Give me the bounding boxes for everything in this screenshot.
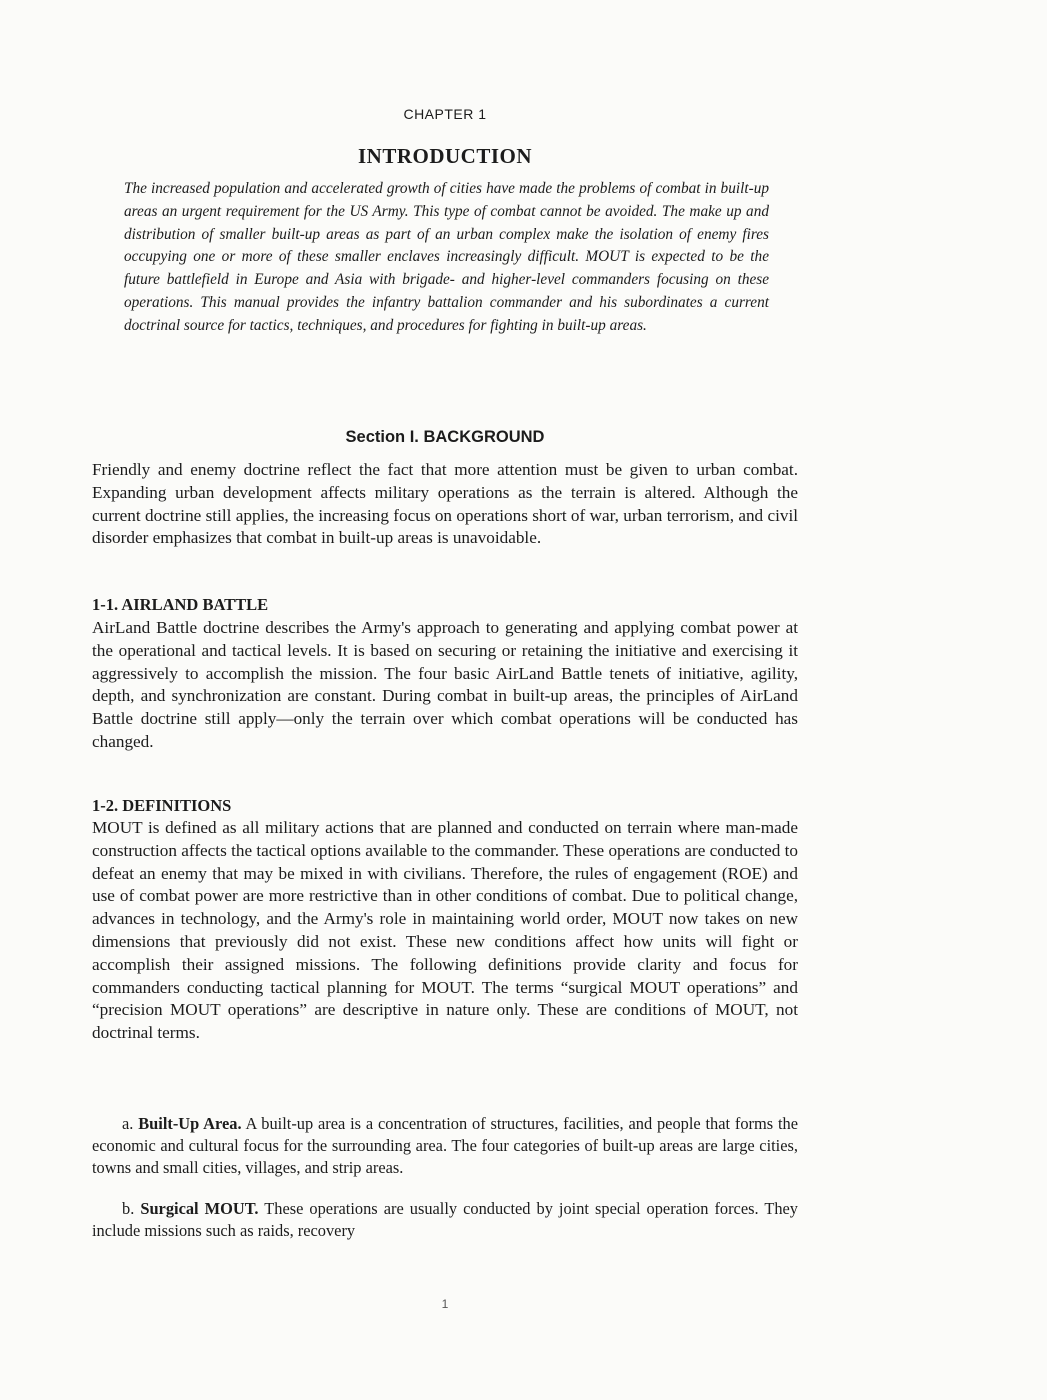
chapter-label: CHAPTER 1 <box>403 106 487 122</box>
item-letter: b. <box>122 1199 135 1218</box>
page-number: 1 <box>441 1297 449 1311</box>
airland-battle-heading: 1-1. AIRLAND BATTLE <box>92 595 269 614</box>
item-term: Built-Up Area. <box>138 1114 242 1133</box>
airland-battle-paragraph: AirLand Battle doctrine describes the Army's approach to generating and applying combat power at the operational and tactical levels. It is based on securing or retaining the initiative and exercising it aggressively to accomplish the mission. The four basic AirLand Battle tenets of initiative, agility, depth, and synchronization are constant. During combat in built-up areas, the principles of AirLand Battle doctrine still apply—only the terrain over which combat operations will be conducted has changed. <box>92 618 798 751</box>
definitions-heading: 1-2. DEFINITIONS <box>92 796 232 815</box>
item-term: Surgical MOUT. <box>140 1199 259 1218</box>
definitions-paragraph: MOUT is defined as all military actions that are planned and conducted on terrain where man-made construction affects the tactical options available to the commander. These operations are conducted to defeat an enemy that may be mixed in with civilians. Therefore, the rules of engagement (ROE) and use of combat power are more restrictive than in other conditions of combat. Due to political change, advances in technology, and the Army's role in maintaining world order, MOUT now takes on new dimensions that previously did not exist. These new conditions affect how units will fight or accomplish their assigned missions. The following definitions provide clarity and focus for commanders conducting tactical planning for MOUT. The terms “surgical MOUT operations” and “precision MOUT operations” are descriptive in nature only. These are conditions of MOUT, not doctrinal terms. <box>92 818 798 1043</box>
definition-item-built-up-area <box>92 1113 798 1179</box>
background-paragraph: Friendly and enemy doctrine reflect the fact that more attention must be given to urban combat. Expanding urban development affects military operations as the terrain is altered. Although the current doctrine still applies, the increasing focus on operations short of war, urban terrorism, and civil disorder emphasizes that combat in built-up areas is unavoidable. <box>92 460 798 548</box>
chapter-title: INTRODUCTION <box>357 144 533 168</box>
item-text: A built-up area is a concentration of structures, facilities, and people that forms the economic and cultural focus for the surrounding area. The four categories of built-up areas are large cities, towns and small cities, villages, and strip areas. <box>92 1114 798 1177</box>
section-heading: Section I. BACKGROUND <box>345 428 545 446</box>
item-letter: a. <box>122 1114 134 1133</box>
chapter-abstract: The increased population and accelerated growth of cities have made the problems of combat in built-up areas an urgent requirement for the US Army. This type of combat cannot be avoided. The make up and distribution of smaller built-up areas as part of an urban complex make the isolation of enemy fires occupying one or more of these smaller enclaves increasingly difficult. MOUT is expected to be the future battlefield in Europe and Asia with brigade- and higher-level commanders focusing on these operations. This manual provides the infantry battalion commander and his subordinates a current doctrinal source for tactics, techniques, and procedures for fighting in built-up areas. <box>124 180 769 334</box>
item-text: These operations are usually conducted by joint special operation forces. They include missions such as raids, recovery <box>92 1199 798 1240</box>
definition-item-surgical-mout <box>92 1198 798 1242</box>
